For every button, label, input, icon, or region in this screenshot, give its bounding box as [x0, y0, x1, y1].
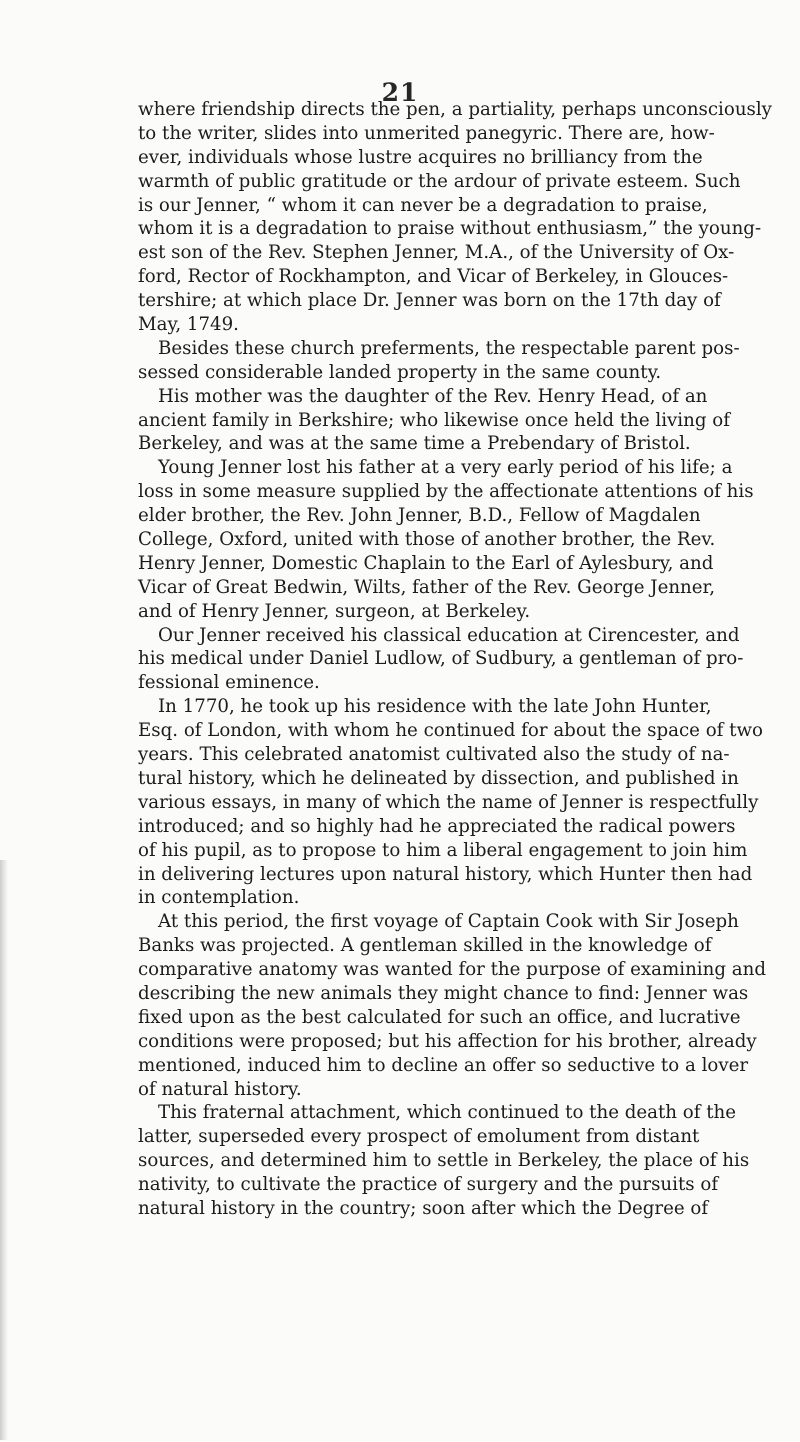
text-line: natural history in the country; soon after which the Degree of: [138, 1197, 709, 1219]
text-line: introduced; and so highly had he appreciated the radical powers: [138, 815, 736, 837]
text-line: whom it is a degradation to praise without enthusiasm,” the young-: [138, 218, 762, 240]
text-line: tershire; at which place Dr. Jenner was born on the 17th day of: [138, 290, 721, 312]
text-line: comparative anatomy was wanted for the purpose of examining and: [138, 959, 766, 981]
text-line: This fraternal attachment, which continued to the death of the: [158, 1102, 737, 1124]
text-line: Banks was projected. A gentleman skilled in the knowledge of: [138, 935, 712, 957]
text-line: Esq. of London, with whom he continued for about the space of two: [138, 720, 763, 742]
text-line: Young Jenner lost his father at a very early period of his life; a: [158, 457, 733, 479]
text-line: College, Oxford, united with those of another brother, the Rev.: [138, 529, 716, 551]
text-line: Vicar of Great Bedwin, Wilts, father of the Rev. George Jenner,: [138, 576, 716, 598]
text-line: his medical under Daniel Ludlow, of Sudbury, a gentleman of pro-: [138, 648, 744, 670]
text-line: and of Henry Jenner, surgeon, at Berkeley.: [138, 600, 531, 622]
text-line: At this period, the first voyage of Captain Cook with Sir Joseph: [158, 911, 739, 933]
text-line: is our Jenner, “ whom it can never be a degradation to praise,: [138, 194, 708, 216]
text-line: sources, and determined him to settle in Berkeley, the place of his: [138, 1150, 750, 1172]
text-line: of natural history.: [138, 1078, 302, 1100]
text-line: fessional eminence.: [138, 672, 320, 694]
text-line: May, 1749.: [138, 314, 239, 336]
text-line: nativity, to cultivate the practice of surgery and the pursuits of: [138, 1174, 719, 1196]
text-line: est son of the Rev. Stephen Jenner, M.A., of the University of Ox-: [138, 242, 735, 264]
text-line: tural history, which he delineated by dissection, and published in: [138, 767, 739, 789]
page-number: 21: [381, 78, 419, 107]
text-line: various essays, in many of which the name of Jenner is respectfully: [138, 791, 759, 813]
text-line: Our Jenner received his classical education at Cirencester, and: [158, 624, 740, 646]
text-line: fixed upon as the best calculated for such an office, and lucrative: [138, 1006, 741, 1028]
text-line: conditions were proposed; but his affection for his brother, already: [138, 1030, 757, 1052]
text-line: Henry Jenner, Domestic Chaplain to the Earl of Aylesbury, and: [138, 552, 714, 574]
text-line: Berkeley, and was at the same time a Prebendary of Bristol.: [138, 433, 691, 455]
text-line: where friendship directs the pen, a partiality, perhaps unconsciously: [138, 99, 772, 120]
text-line: in delivering lectures upon natural history, which Hunter then had: [138, 863, 753, 885]
text-line: loss in some measure supplied by the affectionate attentions of his: [138, 481, 754, 503]
text-line: in contemplation.: [138, 887, 300, 909]
text-line: ever, individuals whose lustre acquires no brilliancy from the: [138, 146, 703, 168]
text-line: of his pupil, as to propose to him a liberal engagement to join him: [138, 839, 748, 861]
page-edge-shadow: [0, 860, 8, 1440]
text-line: describing the new animals they might chance to find: Jenner was: [138, 982, 749, 1004]
text-line: mentioned, induced him to decline an offer so seductive to a lover: [138, 1054, 749, 1076]
text-line: ford, Rector of Rockhampton, and Vicar of Berkeley, in Glouces-: [138, 266, 729, 288]
text-line: elder brother, the Rev. John Jenner, B.D., Fellow of Magdalen: [138, 505, 701, 527]
text-line: ancient family in Berkshire; who likewise once held the living of: [138, 409, 730, 431]
text-line: Besides these church preferments, the respectable parent pos-: [158, 337, 740, 359]
text-line: His mother was the daughter of the Rev. Henry Head, of an: [158, 385, 708, 407]
text-line: years. This celebrated anatomist cultivated also the study of na-: [138, 744, 730, 766]
text-line: In 1770, he took up his residence with the late John Hunter,: [158, 696, 712, 718]
text-line: to the writer, slides into unmerited panegyric. There are, how-: [138, 122, 715, 144]
text-line: latter, superseded every prospect of emolument from distant: [138, 1126, 700, 1148]
body-text: [138, 98, 772, 1221]
text-line: warmth of public gratitude or the ardour of private esteem. Such: [138, 170, 741, 192]
text-line: sessed considerable landed property in the same county.: [138, 361, 662, 383]
